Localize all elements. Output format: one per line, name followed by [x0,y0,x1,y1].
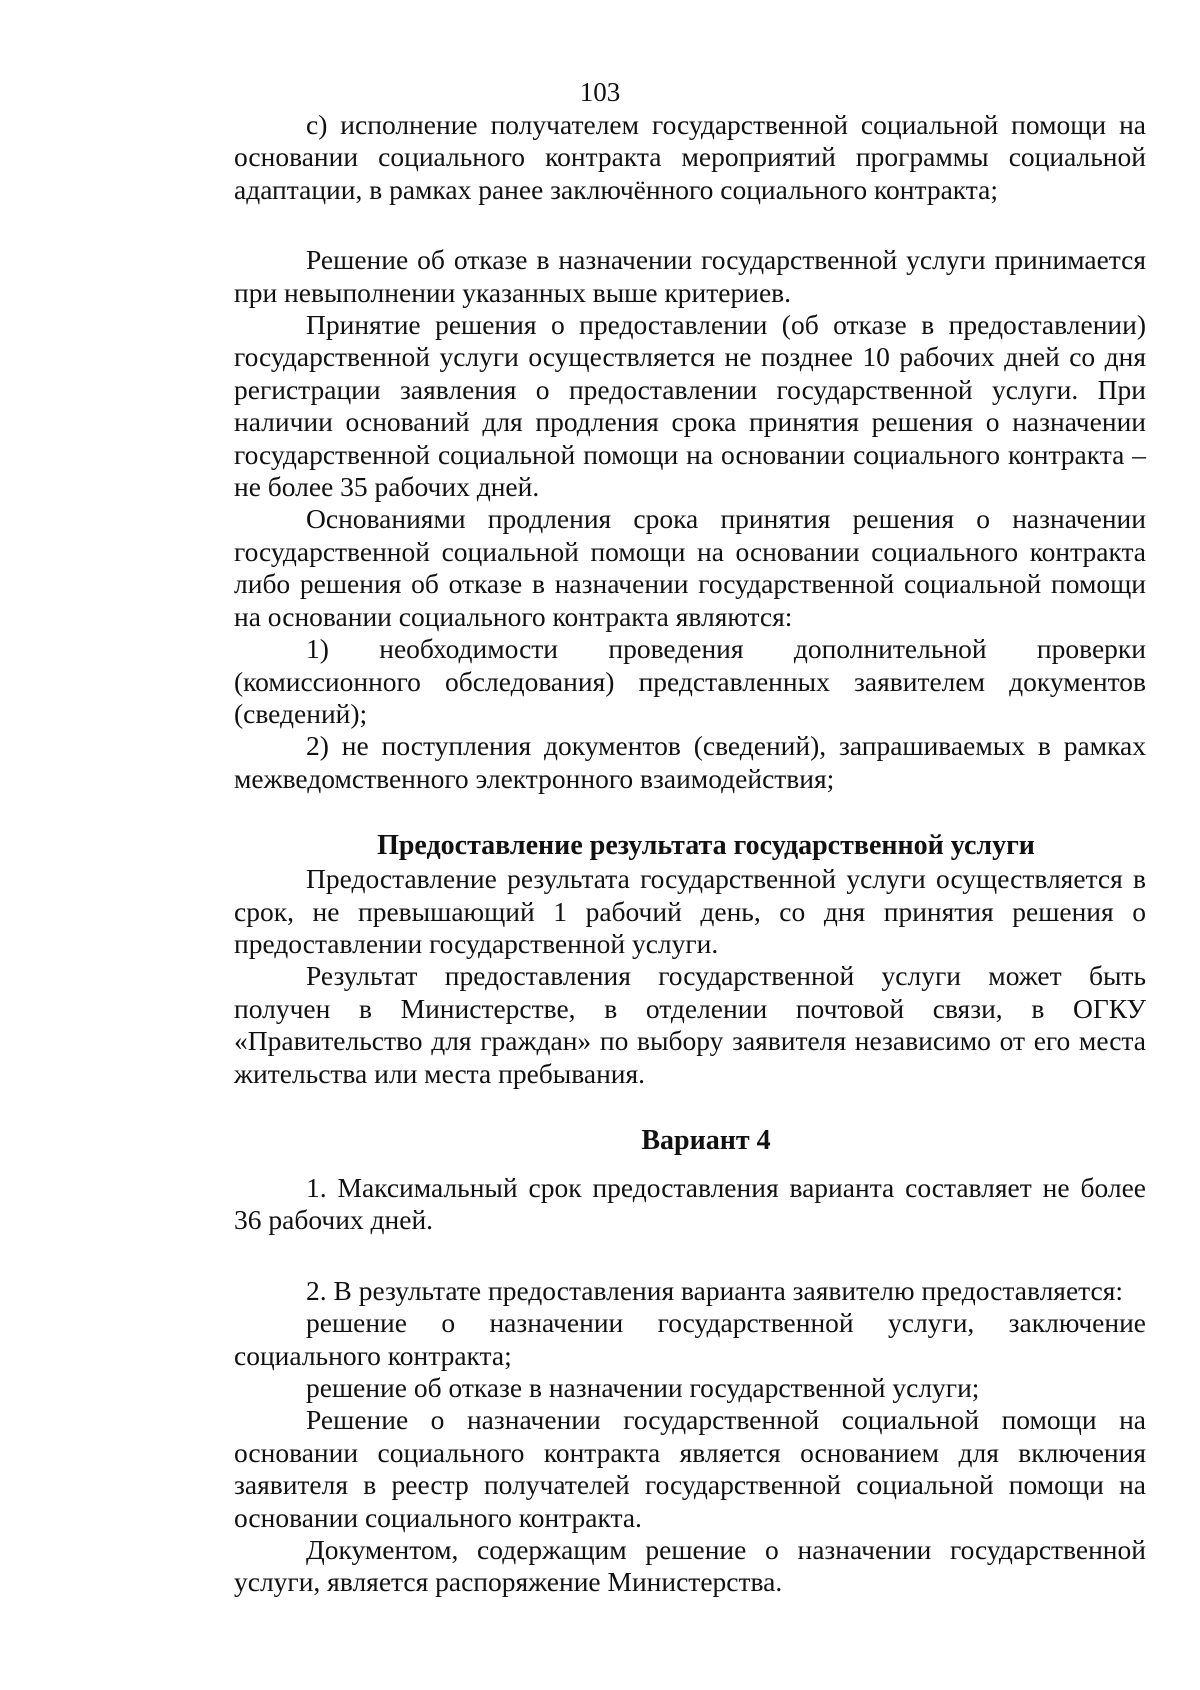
page-number: 103 [579,77,621,107]
paragraph-variant-max-term: 1. Максимальный срок предоставления варианта составляет не более 36 рабочих дней. [234,1171,1146,1236]
paragraph-result-term: Предоставление результата государственной услуги осуществляется в срок, не превышающий 1 рабочий день, со дня принятия решения о предоставлении государственной услуги. [234,863,1146,959]
document-body [234,109,1146,1599]
spacer [234,1237,1146,1275]
paragraph-ground-2: 2) не поступления документов (сведений), запрашиваемых в рамках межведомственного электронного взаимодействия; [234,730,1146,794]
paragraph-result-assign: решение о назначении государственной услуги, заключение социального контракта; [234,1307,1146,1371]
paragraph-variant-results: 2. В результате предоставления варианта заявителю предоставляется: [306,1274,1123,1306]
paragraph-result-delivery: Результат предоставления государственной услуги может быть получен в Министерстве, в отделении почтовой связи, в ОГКУ «Правительство для граждан» по выбору заявителя независимо от его места жительства или места пребывания. [234,960,1146,1089]
paragraph-refusal-decision: Решение об отказе в назначении государственной услуги принимается при невыполнении указанных выше критериев. [234,244,1146,308]
paragraph-result-refuse: решение об отказе в назначении государственной услуги; [306,1372,980,1403]
section-heading-result: Предоставление результата государственной услуги [377,830,1035,862]
paragraph-decision-term: Принятие решения о предоставлении (об отказе в предоставлении) государственной услуги осуществляется не позднее 10 рабочих дней со дня регистрации заявления о предоставлении государственной услуги. При наличии оснований для продления срока принятия решения о назначении государственной социальной помощи на основании социального контракта – не более 35 рабочих дней. [234,309,1146,503]
spacer [234,206,1146,244]
spacer [234,795,1146,829]
paragraph-item-c: с) исполнение получателем государственной социальной помощи на основании социального контракта мероприятий программы социальной адаптации, в рамках ранее заключённого социального контракта; [234,109,1146,205]
section-heading-variant-4: Вариант 4 [641,1124,771,1156]
paragraph-extension-grounds: Основаниями продления срока принятия решения о назначении государственной социальной помощи на основании социального контракта либо решения об отказе в назначении государственной социальной помощи на основании социального контракта являются: [234,503,1146,632]
paragraph-ground-1: 1) необходимости проведения дополнительной проверки (комиссионного обследования) представленных заявителем документов (сведений); [234,633,1146,729]
paragraph-decision-document: Документом, содержащим решение о назначении государственной услуги, является распоряжение Министерства. [234,1534,1146,1598]
spacer [234,1158,1146,1172]
paragraph-registry-basis: Решение о назначении государственной социальной помощи на основании социального контракта является основанием для включения заявителя в реестр получателей государственной социальной помощи на основании социального контракта. [234,1404,1146,1533]
spacer [234,1090,1146,1124]
